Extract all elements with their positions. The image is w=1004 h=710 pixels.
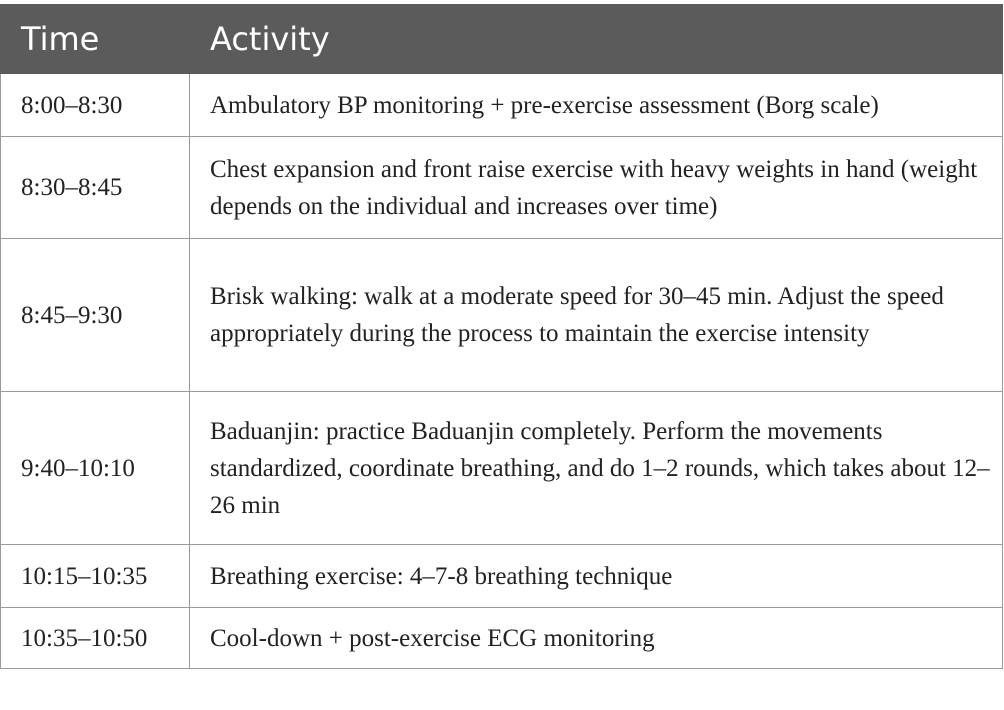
activity-cell: Brisk walking: walk at a moderate speed for 30–45 min. Adjust the speed appropriately during the process to maintain the exercise intensity (190, 239, 1003, 392)
schedule-table (0, 4, 1003, 669)
table-row (1, 137, 1003, 239)
time-cell: 10:35–10:50 (1, 608, 190, 669)
time-cell: 8:00–8:30 (1, 74, 190, 137)
activity-cell: Cool-down + post-exercise ECG monitoring (190, 608, 1003, 669)
table-row (1, 392, 1003, 545)
table-body (1, 74, 1003, 669)
time-cell: 8:30–8:45 (1, 137, 190, 239)
activity-cell: Breathing exercise: 4–7-8 breathing technique (190, 545, 1003, 608)
table-header (1, 5, 1003, 74)
table-row (1, 74, 1003, 137)
time-cell: 8:45–9:30 (1, 239, 190, 392)
table-row (1, 545, 1003, 608)
header-activity: Activity (190, 5, 1003, 74)
activity-cell: Chest expansion and front raise exercise with heavy weights in hand (weight depends on the individual and increases over time) (190, 137, 1003, 239)
time-cell: 10:15–10:35 (1, 545, 190, 608)
header-time: Time (1, 5, 190, 74)
table-row (1, 239, 1003, 392)
activity-cell: Baduanjin: practice Baduanjin completely. Perform the movements standardized, coordinate breathing, and do 1–2 rounds, which takes about 12–26 min (190, 392, 1003, 545)
table-row (1, 608, 1003, 669)
time-cell: 9:40–10:10 (1, 392, 190, 545)
header-row (1, 5, 1003, 74)
activity-cell: Ambulatory BP monitoring + pre-exercise assessment (Borg scale) (190, 74, 1003, 137)
